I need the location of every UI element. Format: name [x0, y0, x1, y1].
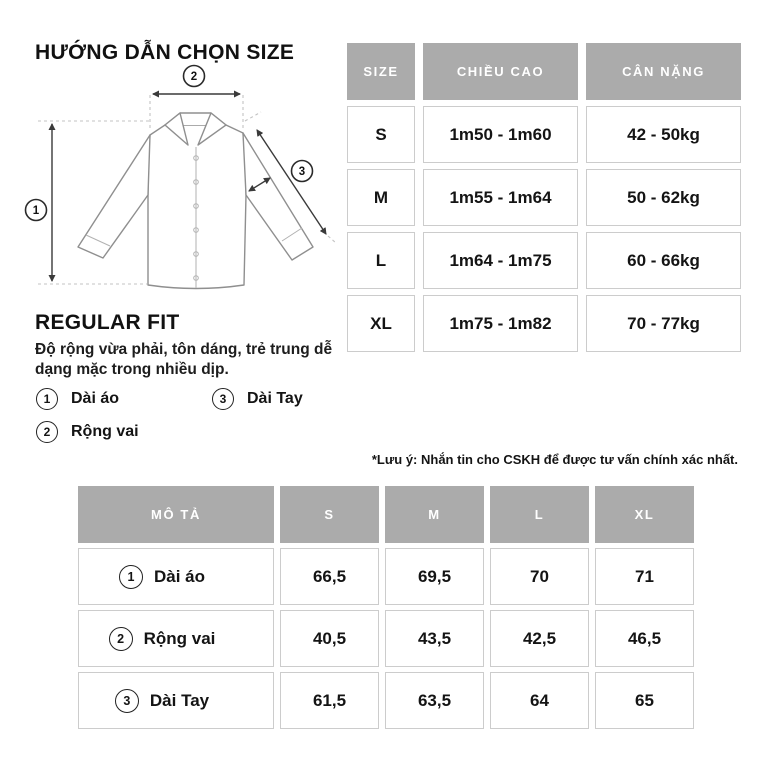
value-cell: 46,5 — [595, 610, 694, 667]
col-header-s: S — [280, 486, 379, 543]
col-header-l: L — [490, 486, 589, 543]
annotation-3-number: 3 — [298, 166, 306, 178]
value-cell: 71 — [595, 548, 694, 605]
row-3-label-text: Dài Tay — [149, 690, 210, 710]
annotation-3-badge — [292, 161, 313, 182]
annotation-1-number: 1 — [32, 205, 40, 217]
shirt-diagram — [15, 60, 350, 300]
value-cell: 66,5 — [280, 548, 379, 605]
size-col-header: SIZE — [347, 43, 415, 100]
height-cell: 1m50 - 1m60 — [423, 106, 578, 163]
weight-cell: 70 - 77kg — [586, 295, 741, 352]
value-cell: 43,5 — [385, 610, 484, 667]
height-cell: 1m64 - 1m75 — [423, 232, 578, 289]
page-title: HƯỚNG DẪN CHỌN SIZE — [35, 41, 295, 64]
size-cell: S — [347, 106, 415, 163]
value-cell: 42,5 — [490, 610, 589, 667]
weight-col-header: CÂN NẶNG — [586, 43, 741, 100]
weight-cell: 42 - 50kg — [586, 106, 741, 163]
annotation-2-number: 2 — [190, 71, 198, 83]
legend-2-label: Rộng vai — [71, 423, 139, 440]
size-guide-table — [347, 43, 741, 352]
advisory-note: *Lưu ý: Nhắn tin cho CSKH để được tư vấn chính xác nhất. — [371, 452, 738, 467]
height-cell: 1m75 - 1m82 — [423, 295, 578, 352]
row-3-badge: 3 — [115, 689, 139, 713]
row-1-label-text: Dài áo — [153, 566, 206, 586]
value-cell: 64 — [490, 672, 589, 729]
legend-item-rong-vai — [36, 421, 139, 443]
shirt-outline — [78, 113, 313, 289]
legend-1-badge: 1 — [36, 388, 58, 410]
legend-3-label: Dài Tay — [247, 390, 303, 407]
row-label-rong-vai — [78, 610, 274, 667]
description-col-header: MÔ TẢ — [78, 486, 274, 543]
col-header-xl: XL — [595, 486, 694, 543]
legend-1-label: Dài áo — [71, 390, 120, 407]
weight-cell: 50 - 62kg — [586, 169, 741, 226]
height-cell: 1m55 - 1m64 — [423, 169, 578, 226]
value-cell: 61,5 — [280, 672, 379, 729]
row-label-dai-ao — [78, 548, 274, 605]
fit-heading: REGULAR FIT — [35, 311, 180, 334]
value-cell: 63,5 — [385, 672, 484, 729]
legend-item-dai-ao — [36, 388, 119, 410]
weight-cell: 60 - 66kg — [586, 232, 741, 289]
value-cell: 65 — [595, 672, 694, 729]
size-cell: L — [347, 232, 415, 289]
legend-2-badge: 2 — [36, 421, 58, 443]
value-cell: 70 — [490, 548, 589, 605]
size-cell: XL — [347, 295, 415, 352]
legend-item-dai-tay — [212, 388, 303, 410]
fit-description: Độ rộng vừa phải, tôn dáng, trẻ trung dễ dạng mặc trong nhiều dịp. — [35, 341, 333, 378]
legend-3-badge: 3 — [212, 388, 234, 410]
value-cell: 69,5 — [385, 548, 484, 605]
size-cell: M — [347, 169, 415, 226]
value-cell: 40,5 — [280, 610, 379, 667]
row-2-label-text: Rộng vai — [143, 628, 216, 648]
annotation-1-badge — [26, 200, 47, 221]
row-label-dai-tay — [78, 672, 274, 729]
row-1-badge: 1 — [119, 565, 143, 589]
col-header-m: M — [385, 486, 484, 543]
annotation-2-badge — [184, 66, 205, 87]
measurement-table — [78, 486, 694, 729]
height-col-header: CHIỀU CAO — [423, 43, 578, 100]
row-2-badge: 2 — [109, 627, 133, 651]
